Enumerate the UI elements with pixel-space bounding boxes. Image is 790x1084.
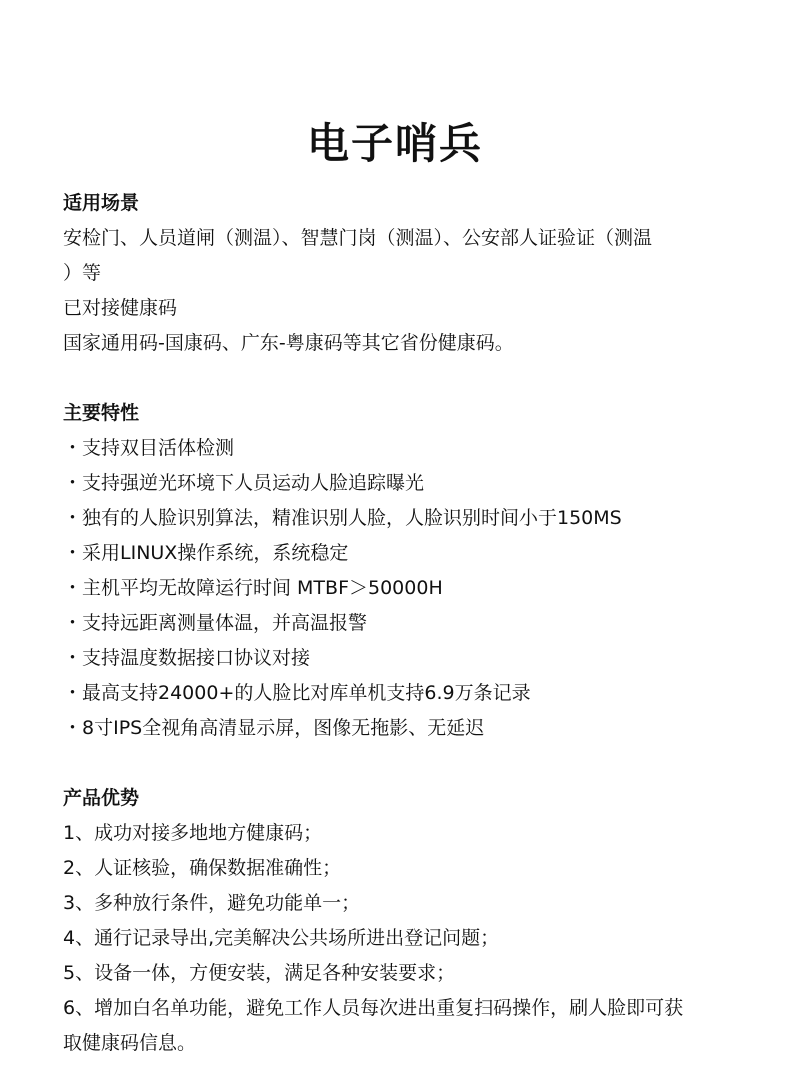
section-heading-features: 主要特性	[63, 402, 140, 424]
feature-item: ・支持温度数据接口协议对接	[63, 647, 311, 669]
section-features	[63, 396, 727, 746]
section-advantages	[63, 781, 727, 1061]
advantage-item: 2、人证核验，确保数据准确性；	[63, 857, 342, 879]
scenario-line: 国家通用码-国康码、广东-粤康码等其它省份健康码。	[63, 332, 514, 354]
advantage-item: 取健康码信息。	[63, 1032, 197, 1054]
scenario-line: 已对接健康码	[63, 297, 178, 319]
advantage-item: 6、增加白名单功能，避免工作人员每次进出重复扫码操作，刷人脸即可获	[63, 997, 684, 1019]
advantage-item: 1、成功对接多地地方健康码；	[63, 822, 323, 844]
advantage-item: 5、设备一体，方便安装，满足各种安装要求；	[63, 962, 456, 984]
feature-item: ・采用LINUX操作系统，系统稳定	[63, 542, 349, 564]
advantage-item: 3、多种放行条件，避免功能单一；	[63, 892, 361, 914]
advantage-item: 4、通行记录导出,完美解决公共场所进出登记问题；	[63, 927, 500, 949]
section-heading-advantages: 产品优势	[63, 787, 140, 809]
section-heading-scenarios: 适用场景	[63, 192, 140, 214]
feature-item: ・支持双目活体检测	[63, 437, 235, 459]
feature-item: ・独有的人脸识别算法，精准识别人脸，人脸识别时间小于150MS	[63, 507, 622, 529]
feature-item: ・最高支持24000+的人脸比对库单机支持6.9万条记录	[63, 682, 531, 704]
page-title: 电子哨兵	[306, 119, 483, 169]
feature-item: ・主机平均无故障运行时间 MTBF＞50000H	[63, 577, 443, 599]
scenario-line: 安检门、人员道闸（测温）、智慧门岗（测温）、公安部人证验证（测温	[63, 227, 653, 249]
feature-item: ・支持强逆光环境下人员运动人脸追踪曝光	[63, 472, 425, 494]
section-scenarios	[63, 186, 727, 361]
feature-item: ・支持远距离测量体温，并高温报警	[63, 612, 368, 634]
feature-item: ・8寸IPS全视角高清显示屏，图像无拖影、无延迟	[63, 717, 485, 739]
scenario-line: ）等	[63, 262, 102, 284]
